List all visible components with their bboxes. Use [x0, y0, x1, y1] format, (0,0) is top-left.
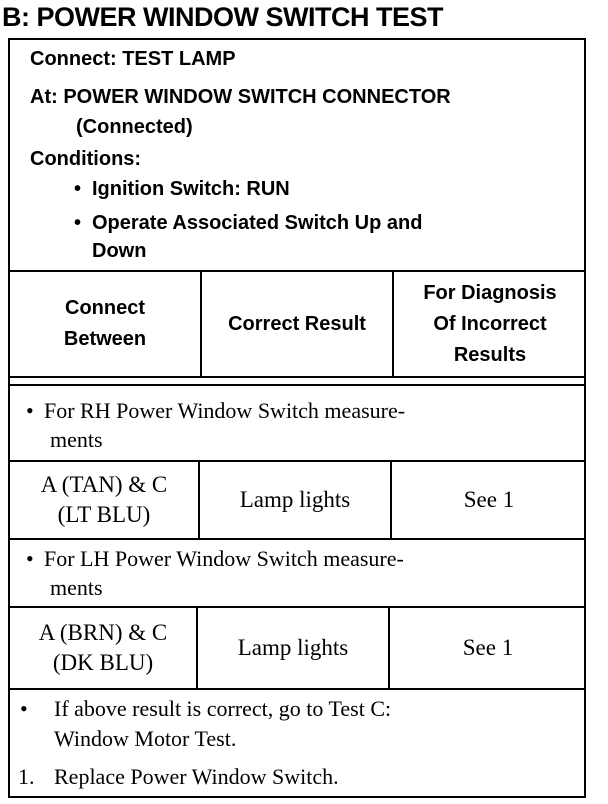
header-text: Connect [65, 297, 145, 319]
test-setup-block [10, 40, 584, 272]
note-text: ments [50, 575, 103, 600]
conditions-label: Conditions: [30, 148, 142, 170]
cell-text: (DK BLU) [52, 650, 154, 675]
header-text: For Diagnosis [423, 281, 557, 304]
step-text: Replace Power Window Switch. [54, 764, 339, 789]
cell-text: (LT BLU) [57, 502, 151, 527]
condition-text: Ignition Switch: RUN [92, 178, 290, 200]
step-number: 1. [18, 764, 35, 789]
header-text: Of Incorrect [433, 312, 547, 335]
bullet-icon: • [26, 398, 34, 423]
note-text: For RH Power Window Switch measure- [44, 398, 406, 423]
row-diagnosis: See 1 [462, 635, 514, 660]
connect-line: Connect: TEST LAMP [30, 48, 236, 70]
rh-section-note [10, 396, 584, 454]
condition-item [74, 174, 290, 204]
row-correct-result: Lamp lights [239, 487, 351, 512]
header-connect-between [10, 272, 200, 376]
note-text: ments [50, 427, 103, 452]
condition-continuation: Down [92, 240, 147, 262]
header-correct-result: Correct Result [228, 312, 366, 335]
footer-text: If above result is correct, go to Test C: [54, 696, 392, 721]
lh-section-note [10, 544, 584, 602]
at-note: (Connected) [76, 116, 193, 138]
double-rule [10, 384, 584, 386]
condition-item [74, 208, 422, 238]
table-row [10, 460, 584, 540]
condition-text: Operate Associated Switch Up and [92, 212, 423, 234]
header-text: Results [453, 343, 527, 366]
row-connect-between [10, 608, 196, 688]
header-diagnosis [394, 272, 586, 376]
row-connect-between [10, 462, 198, 538]
cell-text: A (TAN) & C [40, 472, 168, 497]
bullet-icon: • [20, 696, 28, 721]
note-text: For LH Power Window Switch measure- [44, 546, 404, 571]
bullet-icon: • [74, 212, 82, 234]
bullet-icon: • [26, 546, 34, 571]
footer-text: Window Motor Test. [54, 726, 237, 751]
footer-bullet [20, 694, 391, 724]
footer-step [18, 762, 339, 792]
table-header [10, 272, 584, 378]
table-row [10, 606, 584, 690]
header-text: Between [63, 328, 147, 350]
cell-text: A (BRN) & C [38, 620, 168, 645]
test-table [8, 38, 586, 798]
row-diagnosis: See 1 [463, 487, 515, 512]
page-title: B: POWER WINDOW SWITCH TEST [2, 2, 443, 32]
row-correct-result: Lamp lights [237, 635, 349, 660]
bullet-icon: • [74, 178, 82, 200]
at-line: At: POWER WINDOW SWITCH CONNECTOR [30, 86, 451, 108]
